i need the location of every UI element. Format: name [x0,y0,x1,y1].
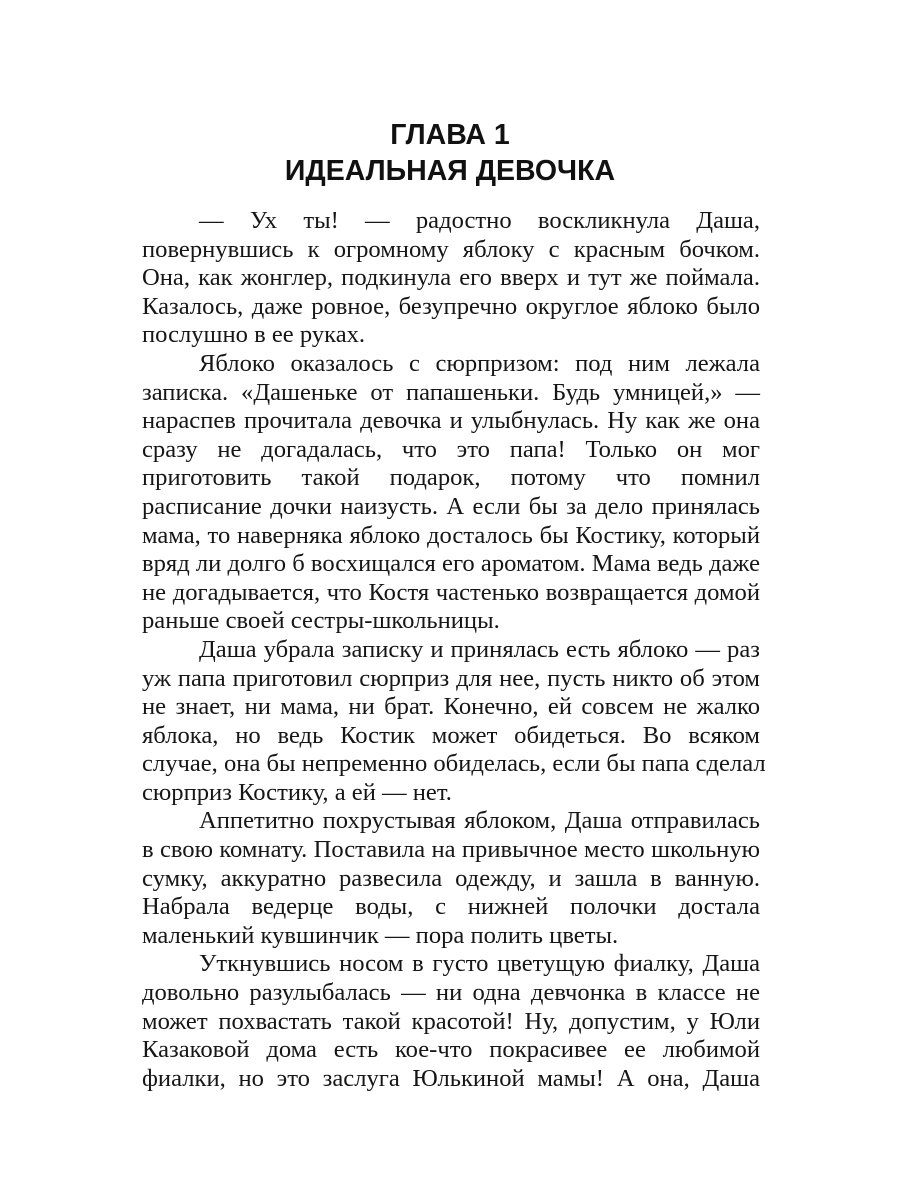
text-line: вряд ли долго б восхищался его ароматом. Мама ведь даже [142,550,760,578]
paragraph [142,350,760,636]
text-line: сюрприз Костику, а ей — нет. [142,778,452,806]
chapter-heading [140,117,760,189]
text-line: нараспев прочитала девочка и улыбнулась. Ну как же она [142,407,760,435]
paragraph [142,207,760,350]
chapter-title: ИДЕАЛЬНАЯ ДЕВОЧКА [284,155,616,187]
text-line: случае, она бы непременно обиделась, если бы папа сделал [142,750,766,778]
text-line: Казалось, даже ровное, безупречно округлое яблоко было [142,292,760,320]
text-line: мама, то наверняка яблоко досталось бы Костику, который [142,521,760,549]
text-line: приготовить такой подарок, потому что помнил [142,464,760,492]
paragraph [142,635,766,808]
text-line: в свою комнату. Поставила на привычное место школьную [142,836,760,864]
text-line: довольно разулыбалась — ни одна девчонка в классе не [142,979,760,1007]
text-line: сразу не догадалась, что это папа! Только он мог [142,435,760,463]
chapter-number: ГЛАВА 1 [390,119,510,151]
chapter-body [142,207,766,1093]
text-line: раньше своей сестры-школьницы. [142,607,500,635]
text-line: Набрала ведерце воды, с нижней полочки достала [142,893,760,921]
text-line: Казаковой дома есть кое-что покрасивее ее любимой [142,1036,760,1064]
text-line: Даша убрала записку и принялась есть яблоко — раз [199,635,760,663]
text-line: послушно в ее руках. [142,321,366,349]
text-line: записка. «Дашеньке от папашеньки. Будь умницей,» — [142,378,760,406]
text-line: расписание дочки наизусть. А если бы за дело принялась [142,492,760,520]
text-line: Уткнувшись носом в густо цветущую фиалку, Даша [199,950,760,978]
text-line: фиалки, но это заслуга Юлькиной мамы! А она, Даша [142,1064,760,1092]
paragraph [142,950,760,1093]
text-line: не догадывается, что Костя частенько возвращается домой [142,578,760,606]
text-line: может похвастать такой красотой! Ну, допустим, у Юли [142,1007,760,1035]
text-line: яблока, но ведь Костик может обидеться. Во всяком [142,721,760,749]
text-line: повернувшись к огромному яблоку с красным бочком. [142,235,760,263]
text-line: уж папа приготовил сюрприз для нее, пусть никто об этом [142,664,760,692]
text-line: Она, как жонглер, подкинула его вверх и тут же поймала. [142,264,760,292]
paragraph [142,807,760,950]
text-line: не знает, ни мама, ни брат. Конечно, ей совсем не жалко [142,693,760,721]
text-line: — Ух ты! — радостно воскликнула Даша, [199,207,760,234]
text-line: Аппетитно похрустывая яблоком, Даша отправилась [199,807,760,835]
text-line: сумку, аккуратно развесила одежду, и зашла в ванную. [142,864,760,892]
text-line: маленький кувшинчик — пора полить цветы. [142,921,619,949]
text-line: Яблоко оказалось с сюрпризом: под ним лежала [199,349,760,377]
